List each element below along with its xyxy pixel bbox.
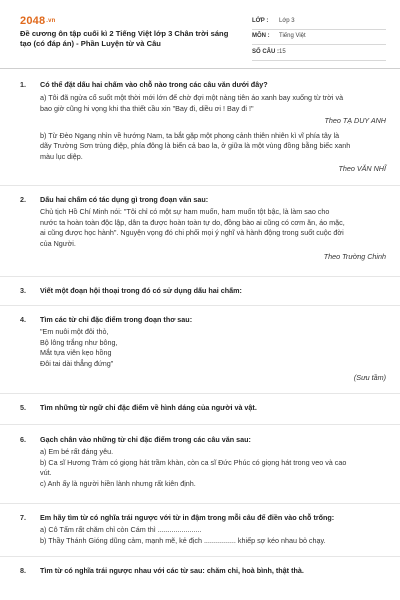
document-meta-table — [252, 14, 386, 61]
question-body — [40, 286, 386, 296]
question-divider — [0, 556, 400, 557]
question-line: của Người. — [40, 238, 76, 248]
poem-line: Bộ lông trắng như bông, — [40, 337, 118, 347]
meta-row-class — [252, 14, 386, 30]
question-divider — [0, 393, 400, 394]
question-line: b) Ca sĩ Hương Tràm có giọng hát trầm khàn, còn ca sĩ Đức Phúc có giọng hát trong veo và cao — [40, 457, 347, 467]
meta-row-count — [252, 45, 386, 61]
question-title: Viết một đoạn hội thoại trong đó có sử dụng dấu hai chấm: — [40, 286, 242, 295]
question-title: Có thể đặt dấu hai chấm vào chỗ nào trong các câu văn dưới đây? — [40, 80, 268, 89]
question-body — [40, 566, 386, 576]
question-body — [40, 315, 386, 384]
question-number: 8. — [20, 566, 26, 575]
question-divider — [0, 185, 400, 186]
meta-label: MÔN : — [252, 33, 270, 40]
source-credit: Theo TẠ DUY ANH — [324, 116, 386, 126]
question-divider — [0, 276, 400, 277]
meta-value: Tiếng Việt — [279, 33, 306, 40]
question-line: b) Từ Đèo Ngang nhìn về hướng Nam, ta bắt gặp một phong cảnh thiên nhiên kì vĩ phía tây là — [40, 130, 340, 140]
title-line: Đề cương ôn tập cuối kì 2 Tiếng Việt lớp 3 Chân trời sáng — [20, 29, 229, 38]
page-title — [20, 29, 238, 50]
source-credit: Theo VĂN NHĨ — [338, 164, 386, 174]
question-line: dãy Trường Sơn trùng điệp, phía đông là biển cả bao la, ở giữa là một vùng đồng bằng biếc xanh — [40, 141, 351, 151]
question-line: Chủ tịch Hồ Chí Minh nói: "Tôi chỉ có một sự ham muốn, ham muốn tột bậc, là làm sao cho — [40, 207, 330, 217]
logo-suffix: .vn — [46, 18, 56, 24]
question-line: nước ta hoàn toàn độc lập, dân ta được hoàn toàn tự do, đồng bào ai cũng có cơm ăn, áo mặc, — [40, 217, 345, 227]
question-title: Em hãy tìm từ có nghĩa trái ngược với từ in đậm trong mỗi câu để điền vào chỗ trống: — [40, 513, 335, 522]
question-number: 6. — [20, 435, 26, 444]
question-divider — [0, 305, 400, 306]
question-body — [40, 403, 386, 413]
header-divider — [0, 68, 400, 69]
question-number: 1. — [20, 80, 26, 89]
question-line: vút. — [40, 468, 52, 478]
question-title: Gạch chân vào những từ chỉ đặc điểm trong các câu văn sau: — [40, 435, 251, 444]
question-number: 4. — [20, 315, 26, 324]
question-body — [40, 513, 386, 546]
question-line: b) Thầy Thánh Gióng dũng cảm, mạnh mẽ, kẻ địch ................ khiếp sợ kéo nhau bỏ chạy. — [40, 535, 326, 545]
question-line: bao giờ cũng hi vọng khi tha thiết cầu xin "Bay đi, diều ơi ! Bay đi !" — [40, 103, 254, 113]
question-divider — [0, 503, 400, 504]
question-title: Tìm những từ ngữ chỉ đặc điểm về hình dáng của người và vật. — [40, 403, 257, 412]
question-body — [40, 435, 386, 489]
site-logo[interactable] — [20, 14, 56, 30]
meta-label: LỚP : — [252, 17, 269, 24]
question-line: ai cũng được học hành". Nguyện vọng đó chi phối mọi ý nghĩ và hành động trong suốt cuộc đời — [40, 228, 344, 238]
poem-line: Đôi tai dài thẳng đứng" — [40, 358, 114, 368]
document-header — [20, 14, 386, 62]
question-title: Dấu hai chấm có tác dụng gì trong đoạn văn sau: — [40, 195, 209, 204]
title-line: tạo (có đáp án) - Phần Luyện từ và Câu — [20, 39, 161, 49]
question-line: a) Em bé rất đáng yêu. — [40, 447, 114, 457]
question-line: c) Anh ấy là người hiền lành nhưng rất kiên định. — [40, 478, 196, 488]
question-line: a) Tôi đã ngửa cổ suốt một thời mới lớn để chờ đợi một nàng tiên áo xanh bay xuống từ trời và — [40, 93, 344, 103]
poem-line: Mắt tựa viên kẹo hồng — [40, 348, 112, 358]
question-body — [40, 80, 386, 175]
meta-row-subject — [252, 30, 386, 46]
question-title: Tìm các từ chỉ đặc điểm trong đoạn thơ sau: — [40, 315, 193, 324]
meta-label: SỐ CÂU : — [252, 48, 279, 55]
question-title: Tìm từ có nghĩa trái ngược nhau với các từ sau: chăm chỉ, hoà bình, thật thà. — [40, 566, 304, 575]
meta-value: 15 — [279, 48, 286, 55]
source-credit: (Sưu tầm) — [353, 373, 386, 383]
poem-line: "Em nuôi một đôi thỏ, — [40, 327, 109, 337]
question-number: 2. — [20, 195, 26, 204]
question-line: a) Cô Tấm rất chăm chỉ còn Cám thì ...................... — [40, 525, 202, 535]
question-number: 5. — [20, 403, 26, 412]
meta-value: Lớp 3 — [279, 17, 295, 24]
question-number: 7. — [20, 513, 26, 522]
question-line: màu lục diệp. — [40, 151, 83, 161]
question-divider — [0, 424, 400, 425]
logo-text: 2048 — [20, 15, 46, 27]
question-number: 3. — [20, 286, 26, 295]
source-credit: Theo Trường Chinh — [323, 252, 386, 262]
question-body — [40, 195, 386, 263]
